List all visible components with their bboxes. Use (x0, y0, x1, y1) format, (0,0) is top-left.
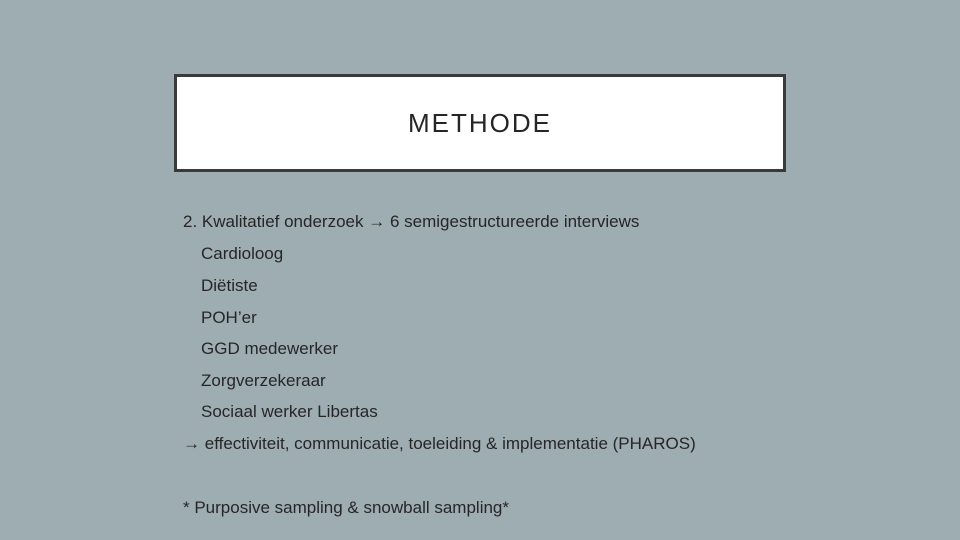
conclusion-text: effectiviteit, communicatie, toeleiding & implementatie (PHAROS) (204, 434, 696, 453)
lead-prefix: 2. Kwalitatief onderzoek (183, 212, 364, 231)
arrow-right-icon: → (368, 212, 386, 231)
arrow-right-icon: → (183, 434, 200, 453)
list-item: GGD medewerker (201, 339, 338, 358)
lead-line (183, 212, 639, 232)
sampling-note: * Purposive sampling & snowball sampling* (183, 498, 509, 517)
conclusion-line (183, 434, 696, 454)
lead-suffix: 6 semigestructureerde interviews (389, 212, 640, 231)
title-box (174, 74, 786, 172)
list-item: Cardioloog (201, 244, 284, 263)
list-item: POH’er (201, 308, 257, 327)
list-item: Sociaal werker Libertas (201, 402, 378, 421)
list-item: Zorgverzekeraar (201, 371, 326, 390)
slide-title: METHODE (408, 107, 552, 138)
list-item: Diëtiste (201, 276, 258, 295)
